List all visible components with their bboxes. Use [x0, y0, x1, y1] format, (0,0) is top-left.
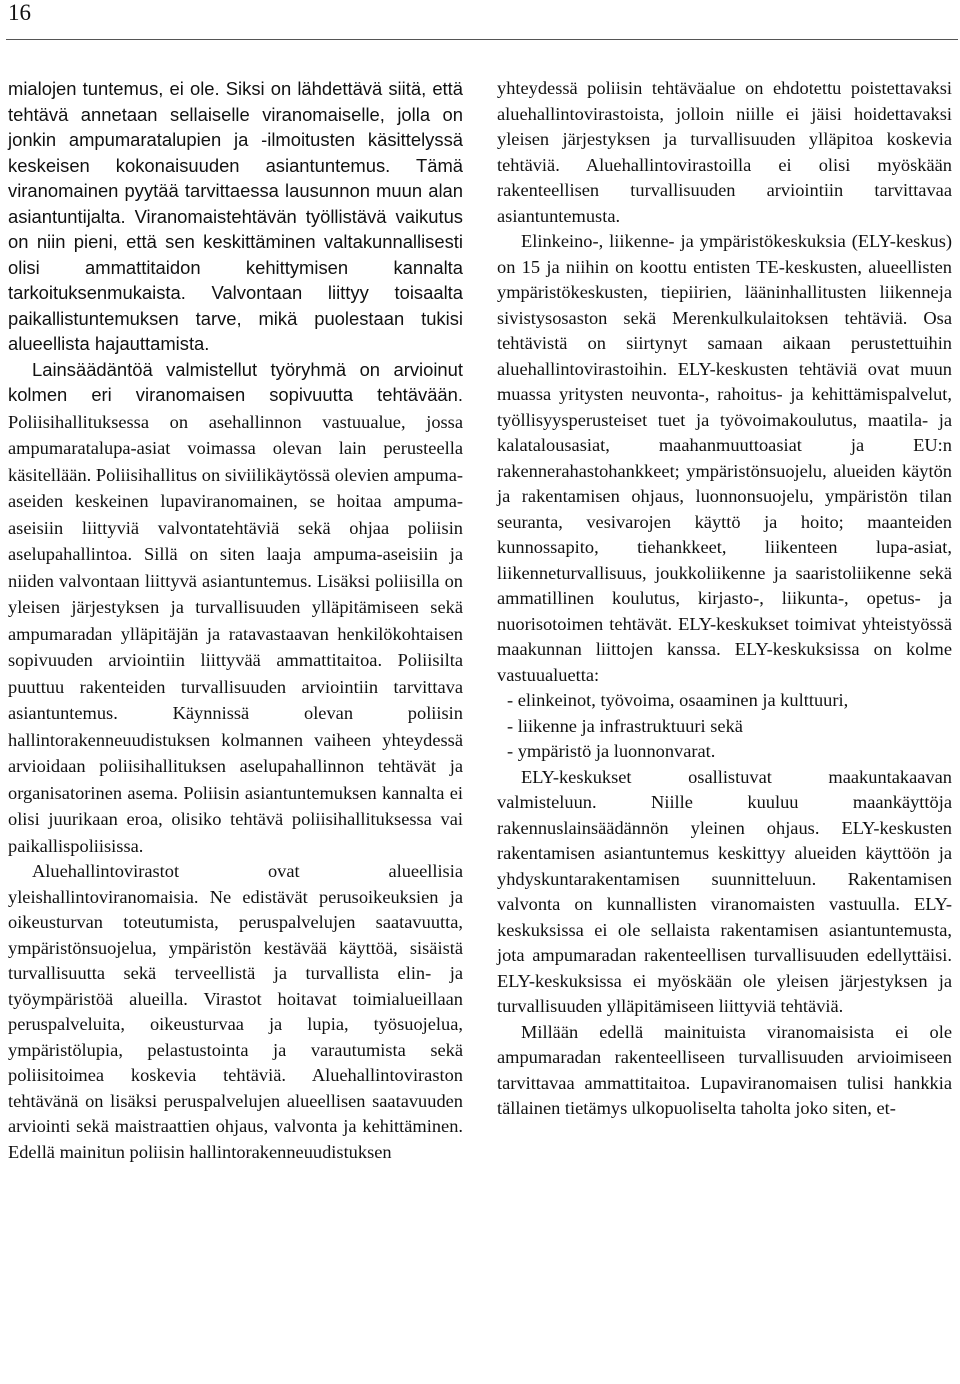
list-item: - elinkeinot, työvoima, osaaminen ja kulttuuri,: [507, 690, 849, 710]
header-rule: [6, 39, 958, 40]
right-paragraph-3: ELY-keskukset osallistuvat maakuntakaavan valmisteluun. Niille kuuluu maankäyttöja rakennuslainsäädännön yleinen ohjaus. ELY-keskusten rakentamisen asiantuntemus keskittyy alueiden käyttöön ja yhdyskuntarakentamisen suunnitteluun. Rakentamisen valvonta on kunnallisten viranomaisten vastuulla. ELY-keskuksissa ei ole sellaista rakentamisen asiantuntemusta, jota ampumaradan rakenteellisen turvallisuuden edellyttäisi. ELY-keskuksissa ei myöskään ole yleisen järjestyksen ja turvallisuuden ylläpitämiseen liittyviä tehtäviä.: [497, 766, 952, 1016]
right-paragraph-2: Elinkeino-, liikenne- ja ympäristökeskuksia (ELY-keskus) on 15 ja niihin on koottu entisten TE-keskusten, alueellisten ympäristökeskusten, tiepiirien, lääninhallitusten liikenneja sivistysosaston sekä Merenkulkulaitoksen tehtäviä. Osa tehtävistä on siirtynyt samaan aikaan perustettuihin aluehallintovirastoihin. ELY-keskusten tehtäviä ovat muun muassa yritysten neuvonta-, rahoitus- ja kehittämispalvelut, työllisyysperusteiset tuet ja työvoimakoulutus, maatila- ja kalatalousasiat, maahanmuuttoasiat ja EU:n rakennerahastohankkeet; ympäristönsuojelu, alueiden käytön ja rakentamisen ohjaus, luonnonsuojelu, ympäristön tilan seuranta, vesivarojen käyttö ja hoito; maanteiden kunnossapito, tiehankkeet, liikenteen lupa-asiat, liikenneturvallisuus, joukkoliikenne ja saaristoliikenne sekä ammatillinen koulutus, kirjasto-, liikunta-, opetus- ja nuorisotoimen tehtävät. ELY-keskukset toimivat yhteistyössä maakunnan liittojen kanssa. ELY-keskuksissa on kolme vastuualuetta:: [497, 231, 952, 685]
left-paragraph-1: [8, 76, 463, 357]
left-paragraph-2-sans-text: Lainsäädäntöä valmistellut työryhmä on arvioinut kolmen eri viranomaisen sopivuutta tehtävään.: [8, 358, 463, 405]
page-number: 16: [8, 0, 31, 25]
left-paragraph-2: [8, 357, 463, 860]
right-paragraph-4: Millään edellä mainituista viranomaisista ei ole ampumaradan rakenteelliseen turvallisuuden arvioimiseen tarvittavaa ammattitaitoa. Lupaviranomaisen tulisi hankkia tällainen tietämys ulkopuoliselta taholta joko siten, et-: [497, 1021, 952, 1118]
list-item: - liikenne ja infrastruktuuri sekä: [507, 715, 743, 736]
left-paragraph-3: Aluehallintovirastot ovat alueellisia yleishallintoviranomaisia. Ne edistävät perusoikeuksien ja oikeusturvan toteutumista, peruspalvelujen saatavuutta, ympäristönsuojelua, ympäristön kestävää käyttöä, sisäistä turvallisuutta sekä terveellistä ja turvallista elin- ja työympäristöä alueilla. Virastot hoitavat toimialueillaan peruspalveluita, oikeusturvaa ja lupia, työsuojelua, ympäristölupia, pelastustointa ja varautumista sekä poliisitoimea koskevia tehtäviä. Aluehallintoviraston tehtävänä on lisäksi peruspalvelujen alueellisen saatavuuden arviointi sekä maistraattien ohjaus, valvonta ja kehittäminen. Edellä mainitun poliisin hallintorakenneuudistuksen: [8, 861, 463, 1162]
left-paragraph-2-serif-text: Poliisihallituksessa on asehallinnon vastuualue, jossa ampumaratalupa-asiat voimassa olevan lain perusteella käsitellään. Poliisihallitus on siviilikäytössä olevien ampuma-aseiden keskeinen lupaviranomainen, se hoitaa ampuma-aseisiin liittyviä valvontatehtäviä sekä ohjaa poliisin aselupahallintoa. Sillä on siten laaja ampuma-aseisiin ja niiden valvontaan liittyvä asiantuntemus. Lisäksi poliisilla on yleisen järjestyksen ja turvallisuuden ylläpitämiseen sekä ampumaradan ylläpitäjän ja ratavastaavan henkilökohtaisen sopivuuden arviointiin liittyvää ammattitaitoa. Poliisilta puuttuu rakenteiden turvallisuuden arviointiin tarvittava asiantuntemus. Käynnissä olevan poliisin hallintorakenneuudistuksen kolmannen vaiheen yhteydessä arvioidaan poliisihallituksen aselupahallinnon tehtävät ja organisatorinen asema. Poliisin asiantuntemuksen kannalta ei olisi juurikaan eroa, olisiko tehtävä poliisihallituksessa vai paikallispoliisissa.: [8, 411, 463, 856]
left-paragraph-1-text: mialojen tuntemus, ei ole. Siksi on lähdettävä siitä, että tehtävä annetaan sellaiselle viranomaiselle, jolla on jonkin ampumaratalupien ja -ilmoitusten käsittelyssä keskeisen kokonaisuuden asiantuntemus. Tämä viranomainen pyytää tarvittaessa lausunnon muun alan asiantuntijalta. Viranomaistehtävän työllistävä vaikutus on niin pieni, että sen keskittäminen valtakunnallisesti olisi ammattitaidon kehittymisen kannalta tarkoituksenmukaista. Valvontaan liittyy toisaalta paikallistuntemuksen tarve, mikä puolestaan tukisi alueellista hajauttamista.: [8, 78, 463, 354]
left-column: [8, 76, 463, 1165]
right-column: [497, 76, 952, 1122]
right-paragraph-1: yhteydessä poliisin tehtäväalue on ehdotettu poistettavaksi aluehallintovirastoista, jolloin niille ei jäisi hoidettavaksi yleisen järjestyksen ja turvallisuuden ylläpitoa koskevia tehtäviä. Aluehallintovirastoilla ei olisi myöskään rakenteellisen turvallisuuden arviointiin tarvittavaa asiantuntemusta.: [497, 78, 952, 226]
list-item: - ympäristö ja luonnonvarat.: [507, 741, 716, 761]
responsibility-list: [497, 688, 952, 765]
